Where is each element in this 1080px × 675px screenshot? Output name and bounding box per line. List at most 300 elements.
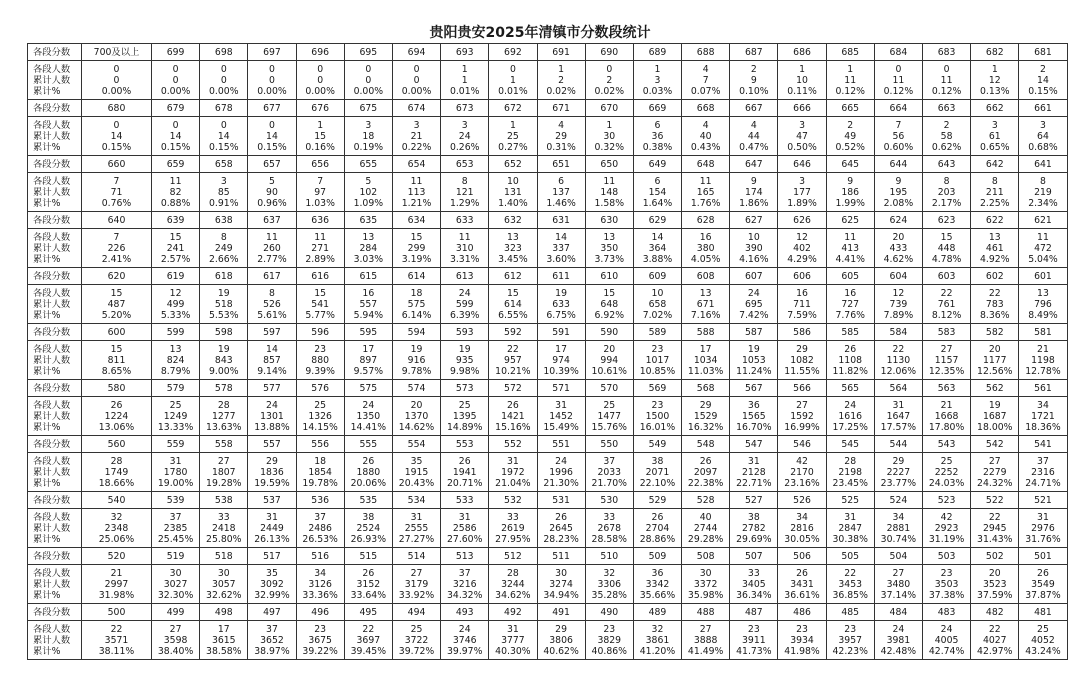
segment-count: 27 <box>940 343 953 355</box>
cumulative-percent: 25.80% <box>206 533 242 545</box>
cumulative-count: 727 <box>841 298 860 310</box>
cumulative-count: 761 <box>937 298 956 310</box>
score-cell: 596 <box>296 324 344 341</box>
count-cell <box>730 621 778 660</box>
cumulative-percent: 36.61% <box>784 589 820 601</box>
count-data-row <box>28 397 1068 436</box>
score-cell: 582 <box>971 324 1019 341</box>
segment-count: 13 <box>362 231 375 243</box>
cumulative-count: 1996 <box>549 466 573 478</box>
cumulative-count: 3092 <box>260 578 284 590</box>
segment-count: 3 <box>461 119 468 131</box>
score-cell: 494 <box>392 604 440 621</box>
cumulative-count: 1854 <box>308 466 332 478</box>
cumulative-count: 174 <box>744 186 763 198</box>
cumulative-percent: 16.70% <box>736 421 772 433</box>
cumulative-percent: 27.95% <box>495 533 531 545</box>
cumulative-percent: 4.05% <box>690 253 721 265</box>
cumulative-count: 82 <box>169 186 182 198</box>
score-cell: 672 <box>489 100 537 117</box>
cumulative-count: 541 <box>311 298 330 310</box>
cumulative-count: 1 <box>461 74 468 86</box>
cumulative-percent: 0.00% <box>160 85 191 97</box>
count-data-row <box>28 621 1068 660</box>
count-cell <box>1019 509 1067 548</box>
cumulative-count: 2923 <box>934 522 959 534</box>
segment-count: 35 <box>410 455 423 467</box>
count-cell <box>152 453 200 492</box>
cumulative-percent: 18.36% <box>1025 421 1061 433</box>
cumulative-count: 3722 <box>404 634 429 646</box>
cumulative-count: 461 <box>985 242 1004 254</box>
cumulative-percent: 0.50% <box>787 141 817 153</box>
segment-count: 22 <box>988 511 1001 523</box>
score-cell: 627 <box>730 212 778 229</box>
cumulative-percent: 0.07% <box>690 85 721 97</box>
cumulative-count: 1350 <box>356 410 381 422</box>
score-cell: 678 <box>200 100 248 117</box>
cumulative-percent: 4.29% <box>787 253 817 265</box>
score-cell: 653 <box>441 156 489 173</box>
cumulative-count: 11 <box>844 74 857 86</box>
score-cell: 614 <box>392 268 440 285</box>
cumulative-count: 350 <box>600 242 619 254</box>
count-cell <box>489 229 537 268</box>
cumulative-percent: 20.71% <box>446 477 483 489</box>
score-cell: 512 <box>489 548 537 565</box>
cumulative-percent: 18.66% <box>98 477 135 489</box>
cumulative-count: 102 <box>359 186 378 198</box>
score-cell: 654 <box>392 156 440 173</box>
cumulative-percent: 0.15% <box>160 141 191 153</box>
score-cell: 542 <box>971 436 1019 453</box>
score-label: 各段分数 <box>28 324 82 341</box>
cumulative-percent: 18.00% <box>977 421 1013 433</box>
cumulative-percent: 4.16% <box>739 253 769 265</box>
segment-count: 11 <box>1037 231 1049 243</box>
cumulative-count: 935 <box>455 354 474 366</box>
count-cell <box>392 453 440 492</box>
cumulative-count: 648 <box>600 298 619 310</box>
score-cell: 536 <box>296 492 344 509</box>
segment-count: 28 <box>217 399 230 411</box>
count-cell <box>585 509 633 548</box>
cumulative-count: 1807 <box>211 466 236 478</box>
count-cell <box>441 229 489 268</box>
cumulative-count: 526 <box>263 298 281 310</box>
cumulative-percent: 38.11% <box>98 645 135 657</box>
row-labels <box>28 397 82 436</box>
cumulative-percent: 26.93% <box>350 533 387 545</box>
segment-count: 8 <box>461 175 468 187</box>
row-label-count: 各段人数 <box>33 567 71 579</box>
row-label-pct: 累计% <box>33 253 61 265</box>
cumulative-percent: 15.49% <box>543 421 579 433</box>
count-cell <box>826 341 874 380</box>
score-cell: 683 <box>923 44 971 61</box>
row-label-pct: 累计% <box>33 477 61 489</box>
cumulative-percent: 22.38% <box>687 477 724 489</box>
segment-count: 4 <box>702 63 709 75</box>
score-cell: 590 <box>585 324 633 341</box>
score-header-row <box>28 380 1068 397</box>
segment-count: 19 <box>458 343 471 355</box>
segment-count: 1 <box>509 119 516 131</box>
count-cell <box>82 173 152 212</box>
cumulative-count: 2170 <box>790 466 814 478</box>
count-cell <box>82 341 152 380</box>
count-cell <box>971 61 1019 100</box>
segment-count: 24 <box>458 287 471 299</box>
cumulative-count: 3027 <box>163 578 188 590</box>
segment-count: 24 <box>940 623 953 635</box>
cumulative-count: 24 <box>458 130 471 142</box>
count-cell <box>82 61 152 100</box>
score-cell: 506 <box>778 548 826 565</box>
cumulative-percent: 13.88% <box>254 421 290 433</box>
segment-count: 1 <box>558 63 565 75</box>
score-label: 各段分数 <box>28 548 82 565</box>
segment-count: 1 <box>461 63 468 75</box>
segment-count: 34 <box>796 511 808 523</box>
cumulative-count: 3480 <box>886 578 911 590</box>
score-cell: 700及以上 <box>82 44 152 61</box>
segment-count: 22 <box>892 343 905 355</box>
count-cell <box>441 61 489 100</box>
segment-count: 42 <box>940 511 953 523</box>
score-cell: 639 <box>152 212 200 229</box>
count-cell <box>874 509 922 548</box>
count-cell <box>923 509 971 548</box>
cumulative-percent: 9.57% <box>353 365 384 377</box>
cumulative-count: 3934 <box>790 634 814 646</box>
segment-count: 13 <box>603 231 616 243</box>
score-cell: 606 <box>778 268 826 285</box>
segment-count: 31 <box>747 455 760 467</box>
score-cell: 666 <box>778 100 826 117</box>
segment-count: 6 <box>654 175 661 187</box>
count-cell <box>633 117 681 156</box>
cumulative-count: 323 <box>504 242 522 254</box>
cumulative-percent: 6.75% <box>546 309 576 321</box>
cumulative-percent: 1.99% <box>835 197 865 209</box>
score-cell: 556 <box>296 436 344 453</box>
count-cell <box>1019 397 1067 436</box>
count-cell <box>344 173 392 212</box>
cumulative-percent: 2.57% <box>160 253 191 265</box>
count-cell <box>152 117 200 156</box>
cumulative-percent: 17.25% <box>832 421 868 433</box>
score-cell: 502 <box>971 548 1019 565</box>
score-cell: 546 <box>778 436 826 453</box>
cumulative-percent: 34.94% <box>543 589 579 601</box>
count-cell <box>923 621 971 660</box>
count-cell <box>826 453 874 492</box>
cumulative-percent: 7.59% <box>787 309 817 321</box>
count-cell <box>923 173 971 212</box>
cumulative-count: 557 <box>359 298 378 310</box>
score-cell: 695 <box>344 44 392 61</box>
score-cell: 681 <box>1019 44 1067 61</box>
cumulative-count: 671 <box>696 298 715 310</box>
cumulative-count: 3216 <box>452 578 477 590</box>
score-header-row <box>28 44 1068 61</box>
cumulative-percent: 39.97% <box>446 645 483 657</box>
segment-count: 19 <box>217 287 230 299</box>
cumulative-percent: 0.43% <box>690 141 721 153</box>
segment-count: 0 <box>220 63 227 75</box>
segment-count: 36 <box>651 567 664 579</box>
cumulative-percent: 12.78% <box>1025 365 1061 377</box>
segment-count: 2 <box>1040 63 1046 75</box>
segment-count: 20 <box>892 231 905 243</box>
score-cell: 533 <box>441 492 489 509</box>
score-cell: 574 <box>392 380 440 397</box>
score-cell: 659 <box>152 156 200 173</box>
cumulative-percent: 0.38% <box>642 141 673 153</box>
cumulative-count: 3981 <box>886 634 911 646</box>
cumulative-count: 2227 <box>886 466 911 478</box>
segment-count: 34 <box>314 567 327 579</box>
cumulative-percent: 33.92% <box>398 589 435 601</box>
segment-count: 11 <box>603 175 616 187</box>
segment-count: 10 <box>747 231 760 243</box>
count-cell <box>971 229 1019 268</box>
cumulative-count: 3806 <box>549 634 573 646</box>
segment-count: 17 <box>362 343 375 355</box>
cumulative-count: 71 <box>110 186 123 198</box>
count-cell <box>826 117 874 156</box>
score-cell: 660 <box>82 156 152 173</box>
segment-count: 26 <box>362 567 375 579</box>
cumulative-count: 3152 <box>356 578 381 590</box>
cumulative-count: 310 <box>455 242 474 254</box>
cumulative-count: 64 <box>1037 130 1049 142</box>
score-cell: 631 <box>537 212 585 229</box>
cumulative-percent: 7.89% <box>883 309 914 321</box>
segment-count: 27 <box>892 567 905 579</box>
cumulative-percent: 0.15% <box>209 141 239 153</box>
cumulative-percent: 11.82% <box>832 365 868 377</box>
cumulative-count: 2385 <box>163 522 188 534</box>
count-cell <box>585 285 633 324</box>
cumulative-percent: 0.32% <box>594 141 625 153</box>
count-cell <box>826 229 874 268</box>
score-cell: 560 <box>82 436 152 453</box>
count-cell <box>730 173 778 212</box>
segment-count: 1 <box>847 63 854 75</box>
segment-count: 1 <box>654 63 661 75</box>
segment-count: 25 <box>169 399 182 411</box>
cumulative-percent: 0.03% <box>642 85 673 97</box>
cumulative-count: 40 <box>699 130 712 142</box>
cumulative-count: 18 <box>362 130 375 142</box>
cumulative-count: 783 <box>985 298 1004 310</box>
segment-count: 0 <box>172 63 179 75</box>
score-cell: 554 <box>392 436 440 453</box>
segment-count: 25 <box>314 399 327 411</box>
score-cell: 552 <box>489 436 537 453</box>
cumulative-percent: 3.31% <box>449 253 480 265</box>
cumulative-count: 2782 <box>742 522 766 534</box>
cumulative-count: 2449 <box>260 522 284 534</box>
cumulative-percent: 9.39% <box>305 365 335 377</box>
row-labels <box>28 61 82 100</box>
segment-count: 6 <box>654 119 661 131</box>
score-cell: 525 <box>826 492 874 509</box>
cumulative-percent: 1.76% <box>690 197 721 209</box>
score-cell: 489 <box>633 604 681 621</box>
cumulative-percent: 0.00% <box>209 85 239 97</box>
cumulative-count: 1452 <box>549 410 573 422</box>
row-label-pct: 累计% <box>33 141 61 153</box>
cumulative-percent: 8.12% <box>931 309 962 321</box>
score-cell: 568 <box>682 380 730 397</box>
score-cell: 675 <box>344 100 392 117</box>
cumulative-percent: 0.27% <box>498 141 528 153</box>
cumulative-count: 695 <box>744 298 763 310</box>
cumulative-count: 177 <box>793 186 811 198</box>
row-label-cum: 累计人数 <box>33 410 71 422</box>
count-cell <box>537 453 585 492</box>
cumulative-percent: 0.12% <box>931 85 962 97</box>
cumulative-count: 11 <box>940 74 953 86</box>
cumulative-count: 433 <box>889 242 908 254</box>
segment-count: 29 <box>892 455 905 467</box>
score-cell: 690 <box>585 44 633 61</box>
segment-count: 31 <box>169 455 182 467</box>
count-cell <box>392 565 440 604</box>
row-label-cum: 累计人数 <box>33 242 71 254</box>
cumulative-count: 1592 <box>790 410 814 422</box>
score-cell: 640 <box>82 212 152 229</box>
cumulative-percent: 0.12% <box>835 85 865 97</box>
cumulative-percent: 31.43% <box>977 533 1013 545</box>
segment-count: 0 <box>317 63 324 75</box>
segment-count: 23 <box>651 399 664 411</box>
segment-count: 15 <box>410 231 423 243</box>
cumulative-percent: 21.70% <box>591 477 627 489</box>
segment-count: 26 <box>362 455 375 467</box>
cumulative-percent: 26.13% <box>254 533 290 545</box>
segment-count: 30 <box>555 567 568 579</box>
score-cell: 692 <box>489 44 537 61</box>
cumulative-percent: 30.05% <box>784 533 820 545</box>
cumulative-count: 47 <box>796 130 808 142</box>
segment-count: 18 <box>314 455 327 467</box>
segment-count: 23 <box>651 343 664 355</box>
segment-count: 24 <box>892 623 905 635</box>
cumulative-count: 1108 <box>838 354 863 366</box>
score-cell: 497 <box>248 604 296 621</box>
segment-count: 8 <box>943 175 950 187</box>
count-cell <box>633 453 681 492</box>
segment-count: 6 <box>558 175 565 187</box>
row-label-count: 各段人数 <box>33 511 71 523</box>
count-cell <box>344 341 392 380</box>
count-cell <box>489 453 537 492</box>
cumulative-percent: 31.98% <box>98 589 135 601</box>
cumulative-percent: 38.58% <box>206 645 242 657</box>
segment-count: 17 <box>217 623 230 635</box>
cumulative-percent: 34.32% <box>446 589 483 601</box>
segment-count: 25 <box>940 455 953 467</box>
segment-count: 33 <box>747 567 760 579</box>
cumulative-count: 44 <box>747 130 760 142</box>
cumulative-count: 1500 <box>645 410 670 422</box>
count-cell <box>778 565 826 604</box>
count-cell <box>682 397 730 436</box>
score-cell: 528 <box>682 492 730 509</box>
cumulative-count: 994 <box>600 354 619 366</box>
score-cell: 615 <box>344 268 392 285</box>
segment-count: 1 <box>606 119 613 131</box>
cumulative-count: 2881 <box>886 522 911 534</box>
segment-count: 22 <box>844 567 857 579</box>
score-cell: 563 <box>923 380 971 397</box>
cumulative-count: 2316 <box>1031 466 1055 478</box>
count-cell <box>826 285 874 324</box>
count-cell <box>585 453 633 492</box>
count-cell <box>633 397 681 436</box>
score-cell: 612 <box>489 268 537 285</box>
cumulative-count: 1034 <box>693 354 718 366</box>
segment-count: 20 <box>410 399 423 411</box>
segment-count: 25 <box>410 623 423 635</box>
segment-count: 24 <box>844 399 857 411</box>
count-cell <box>248 565 296 604</box>
score-cell: 620 <box>82 268 152 285</box>
count-cell <box>730 341 778 380</box>
score-cell: 622 <box>971 212 1019 229</box>
score-cell: 490 <box>585 604 633 621</box>
cumulative-percent: 12.35% <box>928 365 965 377</box>
page-title: 贵阳贵安2025年清镇市分数段统计 <box>429 25 651 41</box>
segment-count: 0 <box>269 119 275 131</box>
count-cell <box>392 397 440 436</box>
score-cell: 557 <box>248 436 296 453</box>
score-cell: 510 <box>585 548 633 565</box>
cumulative-count: 3888 <box>693 634 718 646</box>
score-cell: 655 <box>344 156 392 173</box>
score-cell: 517 <box>248 548 296 565</box>
segment-count: 10 <box>651 287 664 299</box>
cumulative-count: 1224 <box>104 410 129 422</box>
score-cell: 499 <box>152 604 200 621</box>
score-header-row <box>28 100 1068 117</box>
cumulative-percent: 0.13% <box>980 85 1010 97</box>
count-cell <box>82 509 152 548</box>
segment-count: 10 <box>506 175 519 187</box>
score-cell: 566 <box>778 380 826 397</box>
segment-count: 0 <box>895 63 902 75</box>
row-label-cum: 累计人数 <box>33 466 71 478</box>
segment-count: 11 <box>844 231 857 243</box>
cumulative-percent: 6.55% <box>498 309 528 321</box>
cumulative-count: 1017 <box>645 354 670 366</box>
cumulative-count: 1647 <box>886 410 911 422</box>
cumulative-percent: 0.00% <box>353 85 384 97</box>
score-cell: 541 <box>1019 436 1067 453</box>
segment-count: 0 <box>113 119 120 131</box>
count-cell <box>874 285 922 324</box>
cumulative-percent: 28.86% <box>639 533 676 545</box>
count-data-row <box>28 229 1068 268</box>
count-cell <box>296 509 344 548</box>
segment-count: 24 <box>458 623 471 635</box>
segment-count: 24 <box>362 399 375 411</box>
cumulative-count: 226 <box>107 242 126 254</box>
